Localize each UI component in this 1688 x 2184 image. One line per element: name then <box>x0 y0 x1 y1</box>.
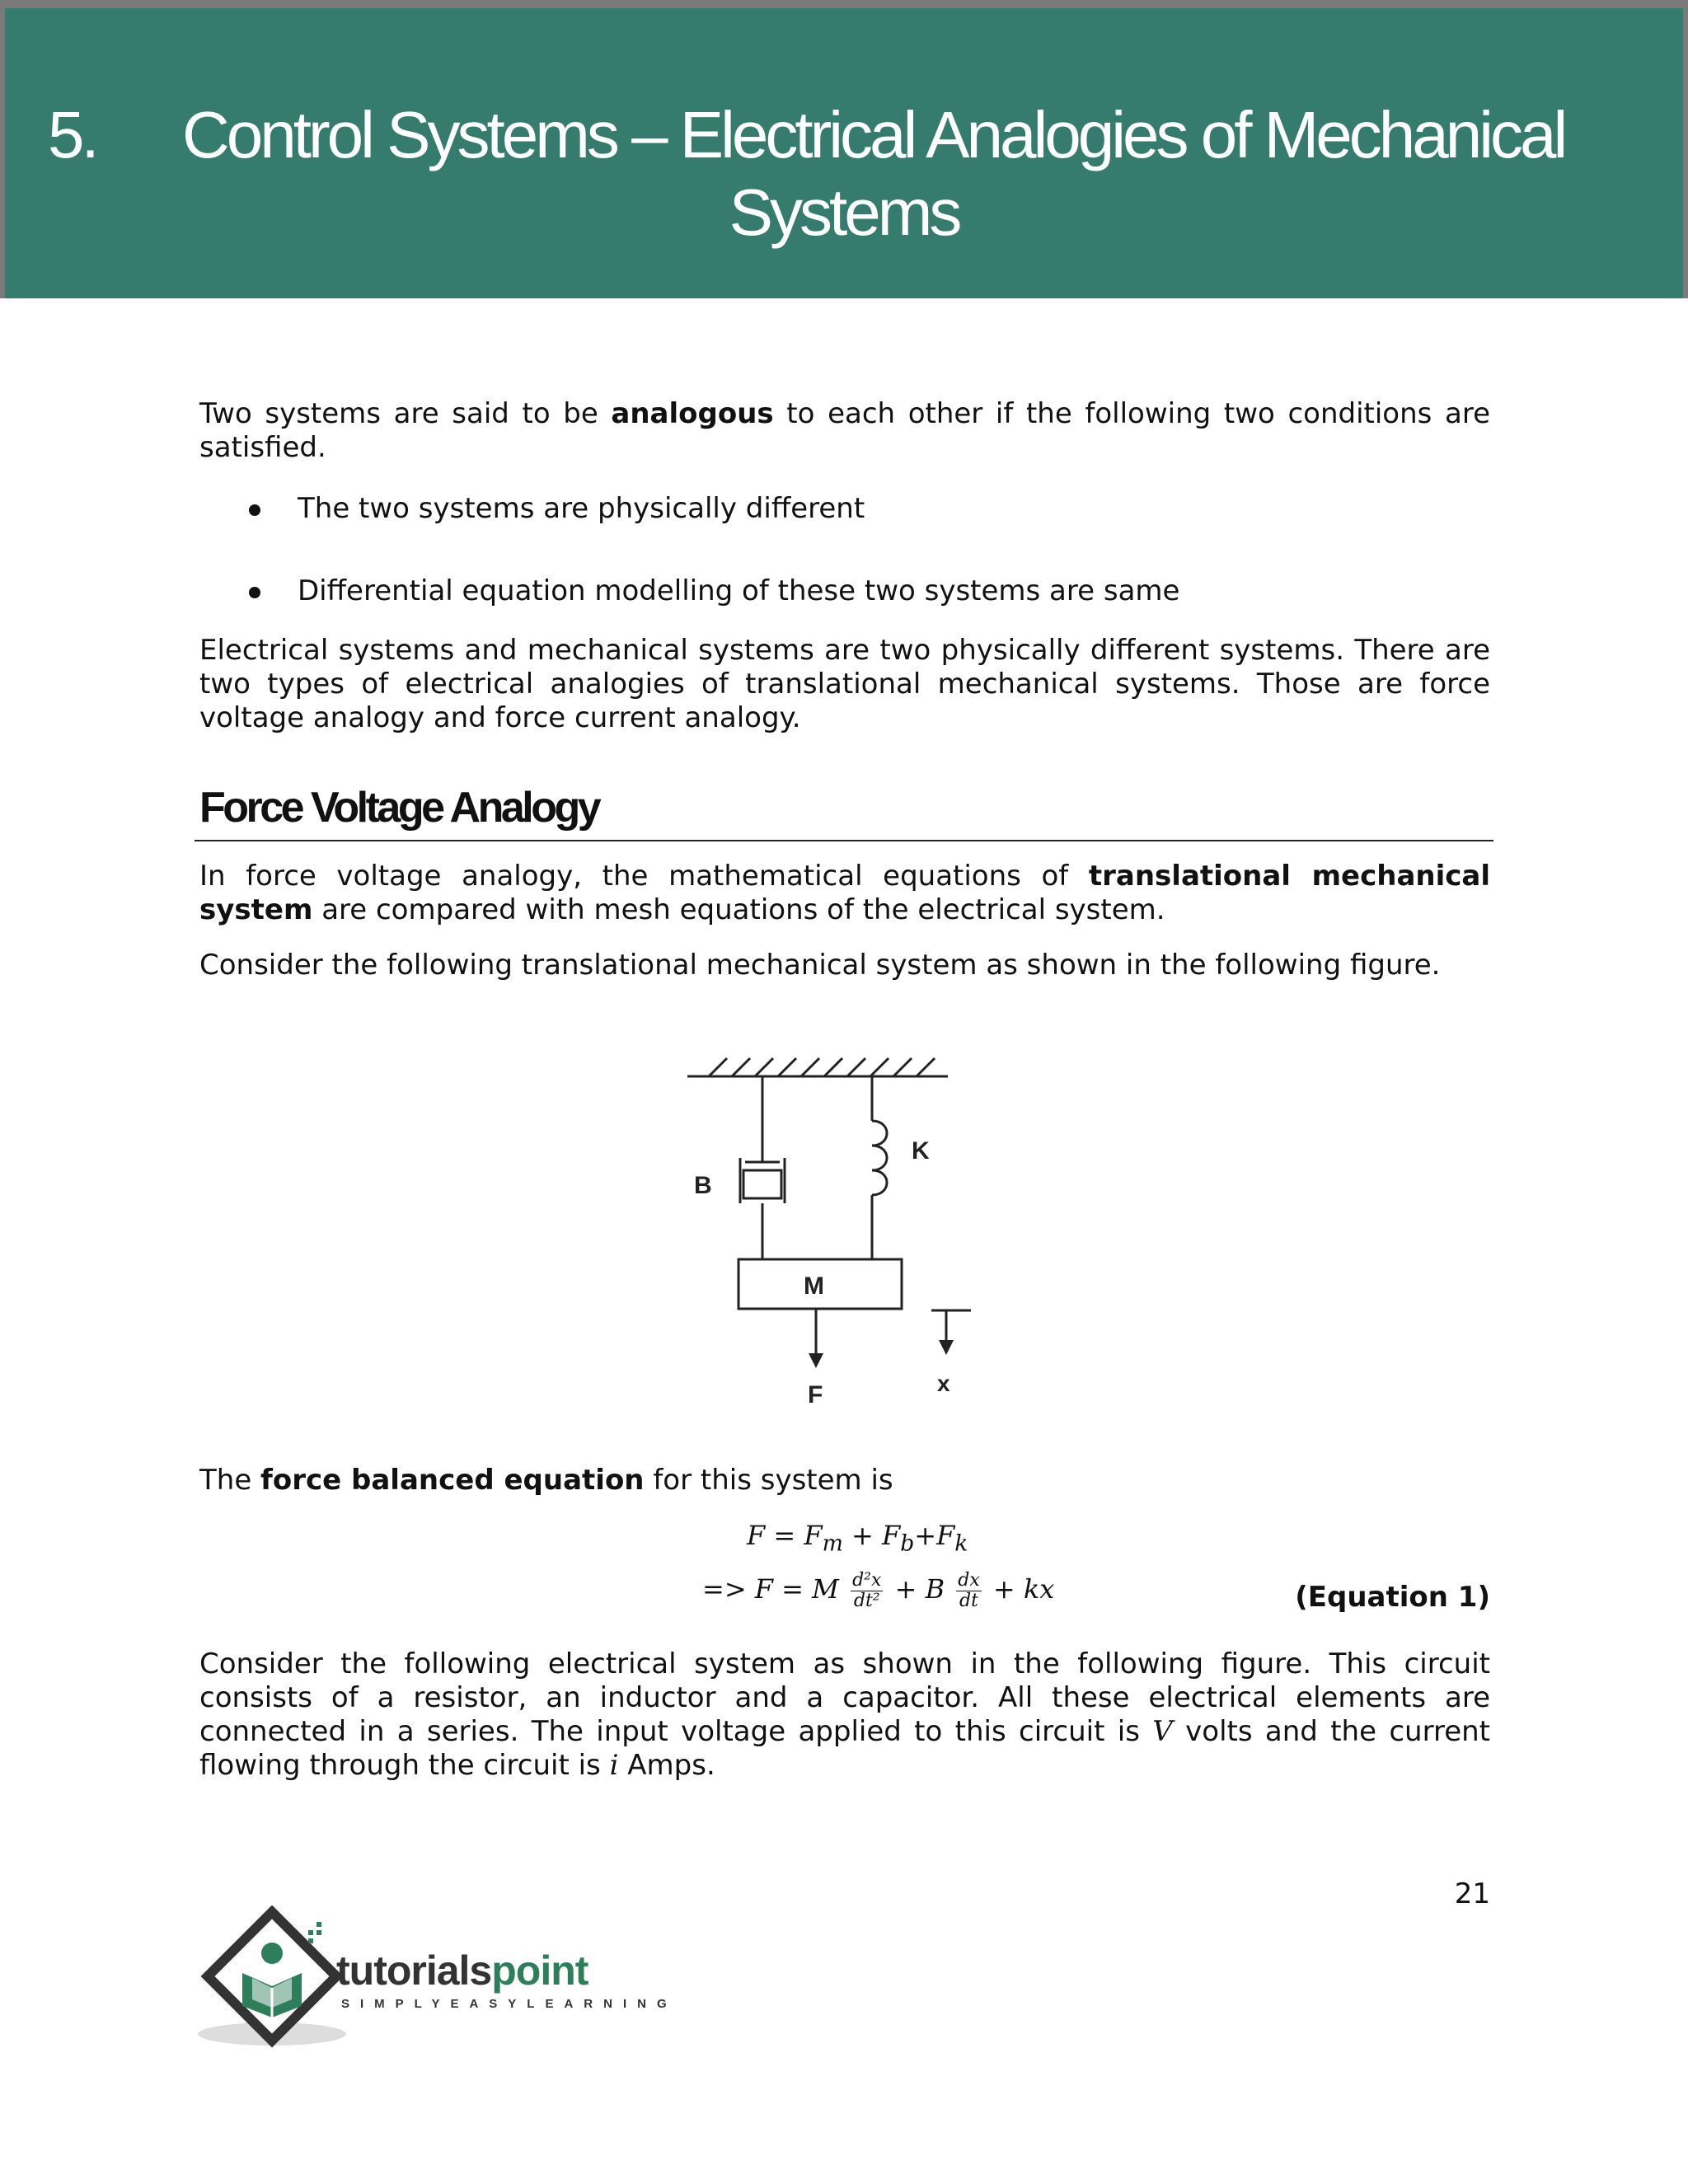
chapter-title-line1: Control Systems – Electrical Analogies of Mechanical <box>182 98 1565 171</box>
term-translational-system: translational mechanical system <box>199 860 1491 926</box>
closing-text-c: Amps. <box>618 1749 715 1782</box>
eq-intro-b: for this system is <box>644 1464 893 1497</box>
equation-1 <box>702 1571 1054 1611</box>
analogy-types-paragraph: Electrical systems and mechanical systems are two physically different systems. There are two types of electrical analogies of translational mechanical systems. Those are force voltage analogy and force current analogy. <box>199 634 1490 734</box>
label-M: M <box>804 1272 824 1300</box>
label-K: K <box>912 1137 930 1165</box>
chapter-banner <box>0 0 1688 298</box>
force-equation-intro <box>199 1464 1490 1497</box>
frac1-denominator: dt² <box>853 1591 880 1611</box>
eq2-suffix: + kx <box>992 1573 1055 1605</box>
label-F: F <box>808 1381 823 1408</box>
condition-item: Differential equation modelling of these two systems are same <box>298 574 1180 607</box>
eq2-mid: + B <box>894 1573 945 1605</box>
tutorialspoint-logo <box>196 1905 682 2055</box>
logo-dots <box>308 1922 321 1943</box>
eq2-prefix: => F = M <box>702 1573 839 1605</box>
equation-label: (Equation 1) <box>1295 1581 1490 1614</box>
eq1-lhs: F = F <box>747 1520 823 1551</box>
eq1-sub-k: k <box>954 1530 968 1557</box>
bullet-dot <box>249 587 260 598</box>
figure-intro-paragraph: Consider the following translational mechanical system as shown in the following figure. <box>199 949 1441 982</box>
second-derivative-fraction <box>851 1571 883 1611</box>
chapter-number: 5. <box>48 98 96 171</box>
electrical-system-paragraph <box>199 1647 1490 1783</box>
intro-text-b: to each other if the following two conditions are satisfied. <box>199 397 1490 464</box>
eq1-term-b: + F <box>842 1520 901 1551</box>
frac2-numerator: dx <box>958 1570 980 1591</box>
spring-K <box>872 1076 887 1259</box>
frac2-denominator: dt <box>959 1591 978 1611</box>
eq1-sub-m: m <box>822 1530 843 1557</box>
closing-text-a: Consider the following electrical system as shown in the following figure. This circuit consists of a resistor, an inductor and a capacitor. All these electrical elements are connected in a series. The input voltage applied to this circuit is <box>199 1647 1490 1748</box>
eq1-term-k: +F <box>914 1520 955 1551</box>
condition-item: The two systems are physically different <box>298 492 865 525</box>
logo-tagline: SIMPLYEASYLEARNING <box>341 1997 678 2011</box>
heading-rule <box>195 840 1493 841</box>
eq1-sub-b: b <box>900 1530 915 1557</box>
page-number: 21 <box>1454 1877 1490 1910</box>
mechanical-system-figure <box>676 1047 981 1418</box>
eq-intro-a: The <box>199 1464 261 1497</box>
term-force-balanced-equation: force balanced equation <box>260 1464 645 1497</box>
var-V: V <box>1152 1715 1173 1748</box>
var-i: i <box>609 1749 619 1782</box>
label-B: B <box>694 1172 712 1199</box>
chapter-title-line2: Systems <box>729 176 959 249</box>
equation-sum-of-forces <box>747 1520 968 1556</box>
fva-text-b: are compared with mesh equations of the electrical system. <box>312 893 1165 926</box>
force-arrowhead <box>809 1353 823 1368</box>
term-analogous: analogous <box>611 397 774 430</box>
damper-B <box>740 1076 785 1259</box>
logo-text <box>336 1947 589 1994</box>
intro-text-a: Two systems are said to be <box>199 397 612 430</box>
logo-text-tutorials: tutorials <box>336 1947 492 1994</box>
intro-paragraph <box>199 397 1490 465</box>
displacement-arrow <box>931 1310 971 1343</box>
section-heading: Force Voltage Analogy <box>199 784 599 832</box>
closing-text-b: volts and the current flowing through the circuit is <box>199 1715 1490 1782</box>
frac1-numerator: d²x <box>852 1570 882 1591</box>
fva-text-a: In force voltage analogy, the mathematical equations of <box>199 860 1089 893</box>
first-derivative-fraction <box>956 1571 982 1611</box>
logo-text-point: point <box>491 1947 588 1994</box>
label-x: x <box>937 1371 950 1396</box>
fva-paragraph <box>199 860 1490 927</box>
fixed-support-hatch <box>709 1058 935 1076</box>
bullet-dot <box>249 504 260 516</box>
displacement-arrowhead <box>939 1340 954 1355</box>
